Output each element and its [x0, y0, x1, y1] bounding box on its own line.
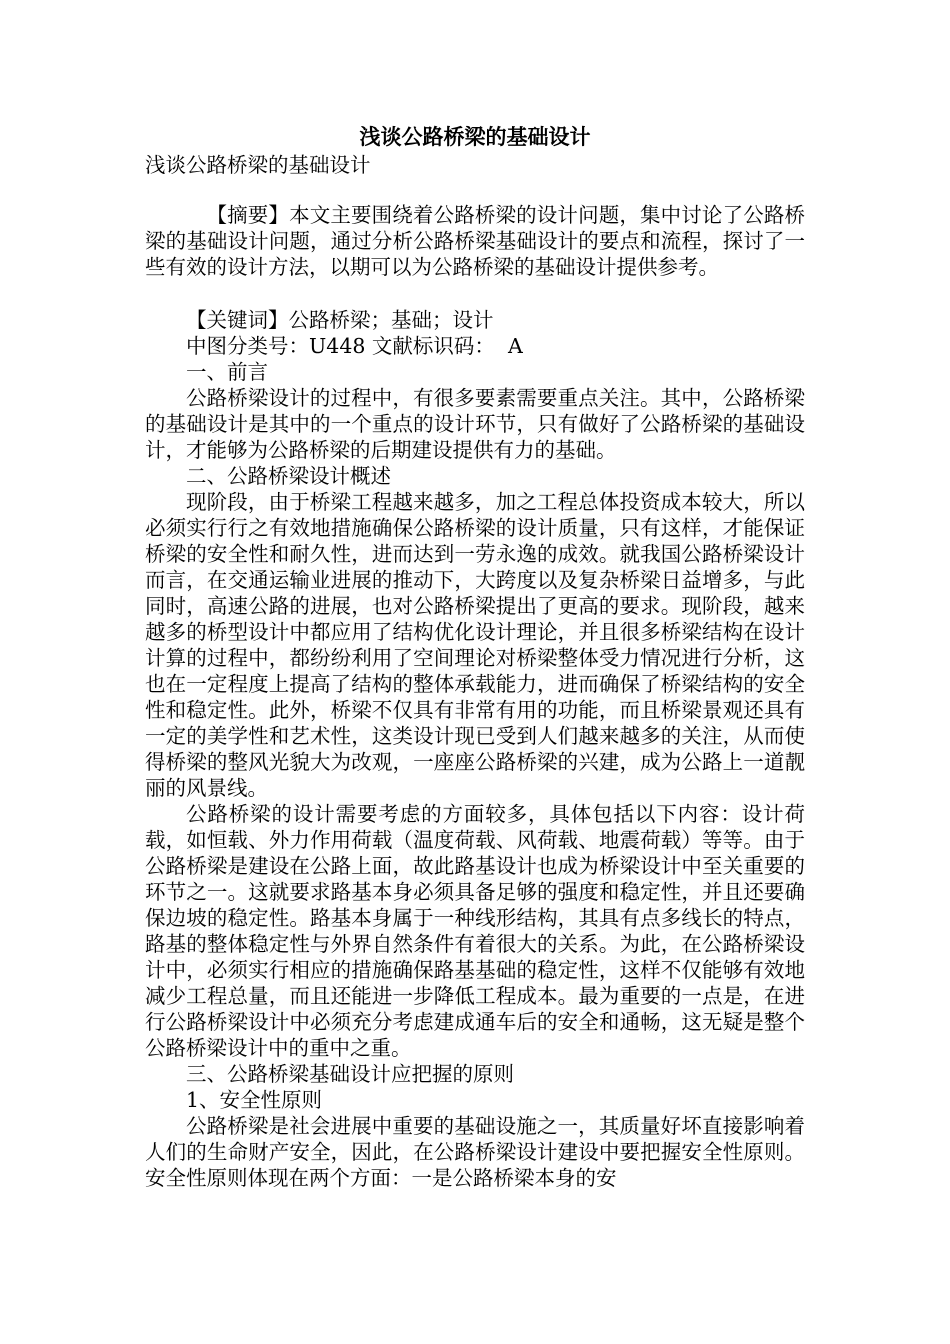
overview-paragraph-1: 现阶段，由于桥梁工程越来越多，加之工程总体投资成本较大，所以必须实行行之有效地措施确保公路桥梁的设计质量，只有这样，才能保证桥梁的安全性和耐久性，进而达到一劳永逸的成效。就我国公路桥梁设计而言，在交通运输业进展的推动下，大跨度以及复杂桥梁日益增多，与此同时，高速公路的进展，也对公路桥梁提出了更高的要求。现阶段，越来越多的桥型设计中都应用了结构优化设计理论，并且很多桥梁结构在设计计算的过程中，都纷纷利用了空间理论对桥梁整体受力情况进行分析，这也在一定程度上提高了结构的整体承载能力，进而确保了桥梁结构的安全性和稳定性。此外，桥梁不仅具有非常有用的功能，而且桥梁景观还具有一定的美学性和艺术性，这类设计现已受到人们越来越多的关注，从而使得桥梁的整风光貌大为改观，一座座公路桥梁的兴建，成为公路上一道靓丽的风景线。: [145, 490, 805, 800]
subsection-heading-safety: 1、安全性原则: [186, 1088, 323, 1112]
safety-paragraph: 公路桥梁是社会进展中重要的基础设施之一，其质量好坏直接影响着人们的生命财产安全，因此，在公路桥梁设计建设中要把握安全性原则。安全性原则体现在两个方面：一是公路桥梁本身的安: [145, 1114, 805, 1190]
section-heading-overview: 二、公路桥梁设计概述: [186, 464, 391, 488]
abstract-paragraph: 【摘要】本文主要围绕着公路桥梁的设计问题，集中讨论了公路桥梁的基础设计问题，通过分析公路桥梁基础设计的要点和流程，探讨了一些有效的设计方法，以期可以为公路桥梁的基础设计提供参考。: [145, 203, 805, 279]
section-heading-introduction: 一、前言: [186, 360, 268, 384]
document-subtitle: 浅谈公路桥梁的基础设计: [145, 153, 371, 177]
overview-paragraph-2: 公路桥梁的设计需要考虑的方面较多，具体包括以下内容：设计荷载，如恒载、外力作用荷载（温度荷载、风荷载、地震荷载）等等。由于公路桥梁是建设在公路上面，故此路基设计也成为桥梁设计中至关重要的环节之一。这就要求路基本身必须具备足够的强度和稳定性，并且还要确保边坡的稳定性。路基本身属于一种线形结构，其具有点多线长的特点，路基的整体稳定性与外界自然条件有着很大的关系。为此，在公路桥梁设计中，必须实行相应的措施确保路基基础的稳定性，这样不仅能够有效地减少工程总量，而且还能进一步降低工程成本。最为重要的一点是，在进行公路桥梁设计中必须充分考虑建成通车后的安全和通畅，这无疑是整个公路桥梁设计中的重中之重。: [145, 802, 805, 1060]
introduction-paragraph: 公路桥梁设计的过程中，有很多要素需要重点关注。其中，公路桥梁的基础设计是其中的一个重点的设计环节，只有做好了公路桥梁的基础设计，才能够为公路桥梁的后期建设提供有力的基础。: [145, 386, 805, 462]
document-title: 浅谈公路桥梁的基础设计: [359, 125, 591, 149]
document-body: [145, 122, 805, 1191]
keywords-line: 【关键词】公路桥梁；基础；设计: [186, 308, 494, 332]
section-heading-principles: 三、公路桥梁基础设计应把握的原则: [186, 1062, 514, 1086]
classification-line: 中图分类号：U448 文献标识码： A: [186, 334, 523, 358]
